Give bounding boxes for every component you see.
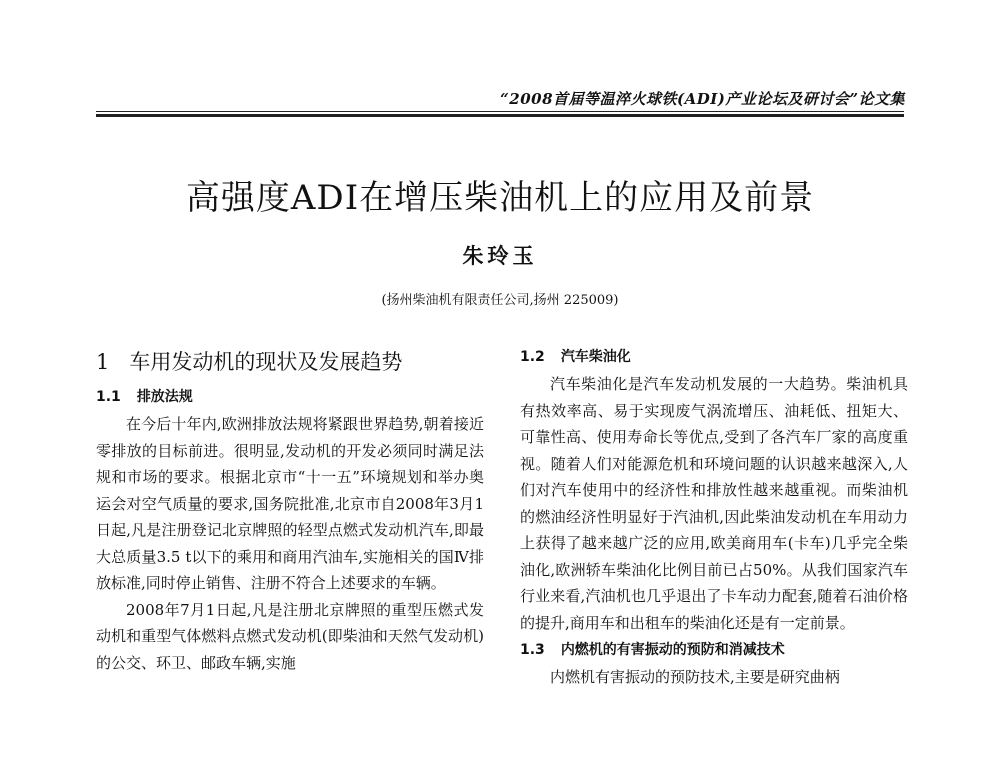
- section-1-1-heading: [96, 385, 484, 409]
- section-1-heading: [96, 345, 484, 379]
- section-number: 1.2: [520, 349, 545, 365]
- right-column: [520, 345, 908, 691]
- section-title: 汽车柴油化: [560, 349, 631, 365]
- section-title: 车用发动机的现状及发展趋势: [129, 350, 403, 374]
- paragraph: 汽车柴油化是汽车发动机发展的一大趋势。柴油机具有热效率高、易于实现废气涡流增压、油耗低、扭矩大、可靠性高、使用寿命长等优点,受到了各汽车厂家的高度重视。随着人们对能源危机和环境问题的认识越来越深入,人们对汽车使用中的经济性和排放性越来越重视。而柴油机的燃油经济性明显好于汽油机,因此柴油发动机在车用动力上获得了越来越广泛的应用,欧美商用车(卡车)几乎完全柴油化,欧洲轿车柴油化比例目前已占50%。从我们国家汽车行业来看,汽油机也几乎退出了卡车动力配套,随着石油价格的提升,商用车和出租车的柴油化还是有一定前景。: [520, 375, 908, 632]
- header-rule-thin: [96, 111, 904, 112]
- paragraph: 在今后十年内,欧洲排放法规将紧跟世界趋势,朝着接近零排放的目标前进。很明显,发动机的开发必须同时满足法规和市场的要求。根据北京市“十一五”环境规划和举办奥运会对空气质量的要求,国务院批准,北京市自2008年3月1日起,凡是注册登记北京牌照的轻型点燃式发动机汽车,即最大总质量3.5 t以下的乘用和商用汽油车,实施相关的国Ⅳ排放标准,同时停止销售、注册不符合上述要求的车辆。: [96, 415, 484, 592]
- section-number: 1.3: [520, 642, 545, 658]
- paragraph: 2008年7月1日起,凡是注册北京牌照的重型压燃式发动机和重型气体燃料点燃式发动机(即柴油和天然气发动机)的公交、环卫、邮政车辆,实施: [96, 600, 484, 672]
- header-rule-thick: [96, 114, 904, 117]
- running-header: “2008首届等温淬火球铁(ADI)产业论坛及研讨会”论文集: [500, 90, 905, 108]
- left-column: [96, 345, 484, 676]
- section-number: 1.1: [96, 389, 121, 405]
- paper-title: 高强度ADI在增压柴油机上的应用及前景: [185, 178, 815, 218]
- author-name: 朱玲玉: [462, 243, 538, 268]
- section-title: 排放法规: [136, 389, 193, 405]
- section-1-3-heading: [520, 638, 908, 662]
- paragraph: 内燃机有害振动的预防技术,主要是研究曲柄: [550, 668, 840, 686]
- section-number: 1: [96, 350, 110, 374]
- section-title: 内燃机的有害振动的预防和消减技术: [560, 642, 785, 658]
- section-1-2-heading: [520, 345, 908, 369]
- affiliation: (扬州柴油机有限责任公司,扬州 225009): [381, 293, 619, 308]
